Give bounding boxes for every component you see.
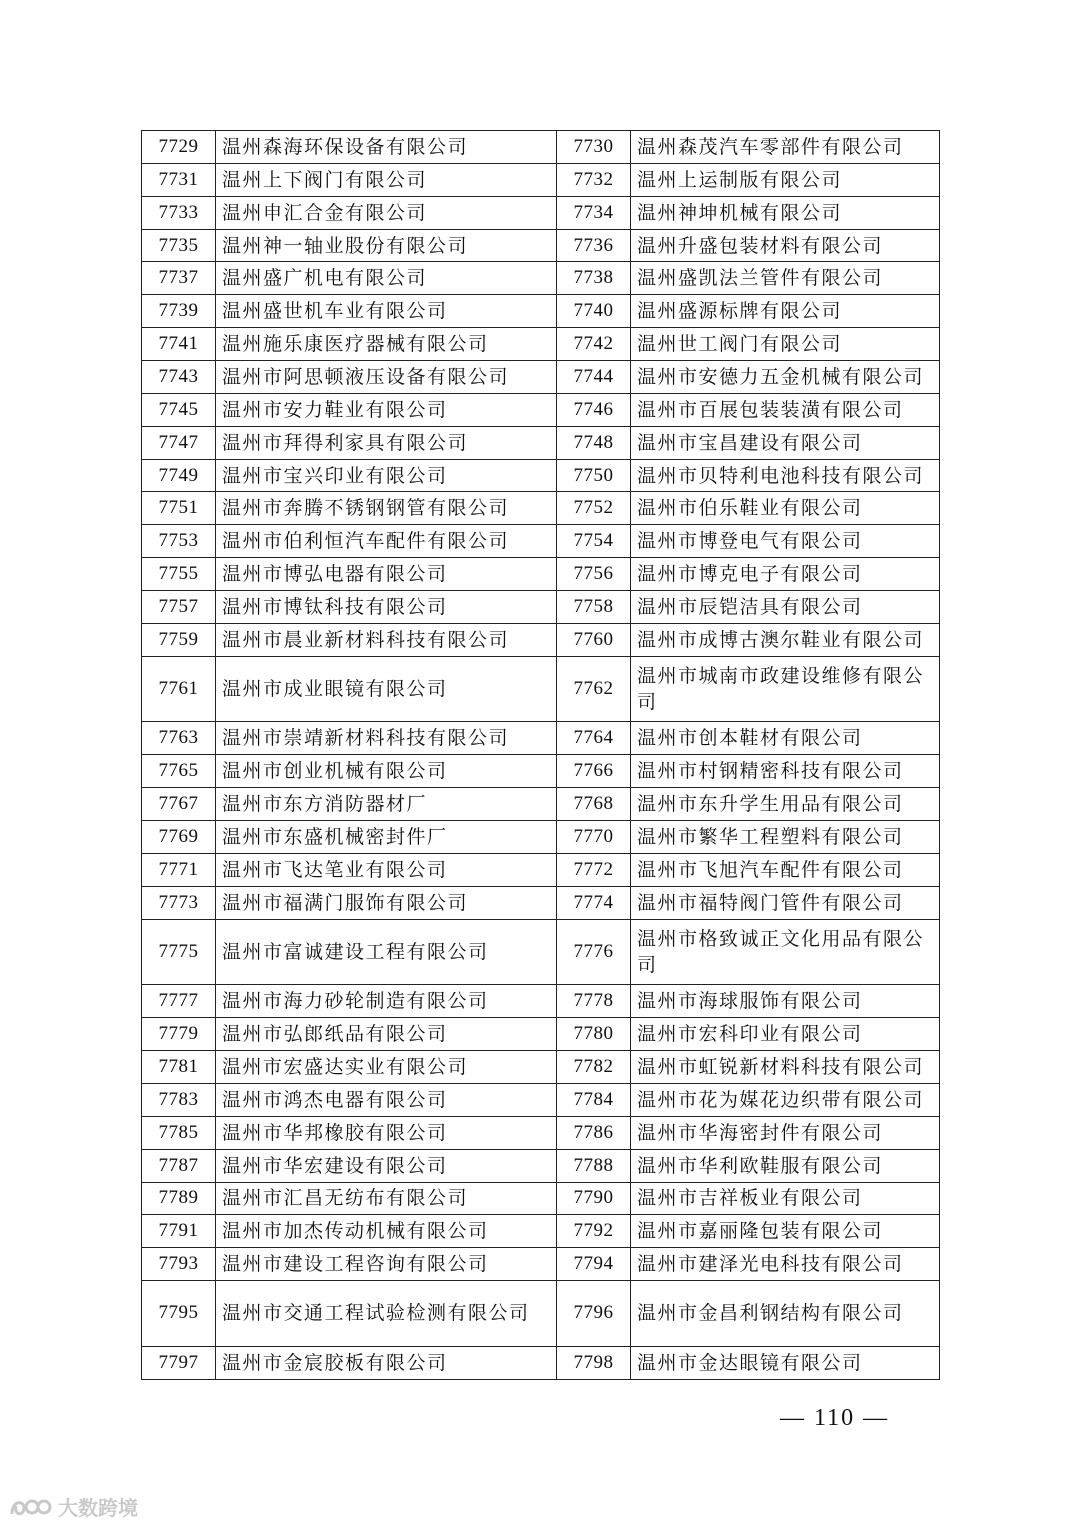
company-name: 温州市博克电子有限公司 <box>631 558 940 591</box>
row-number: 7779 <box>142 1018 216 1051</box>
row-number: 7789 <box>142 1182 216 1215</box>
table-row <box>142 755 940 788</box>
table-row <box>142 492 940 525</box>
row-number: 7745 <box>142 393 216 426</box>
table-row <box>142 229 940 262</box>
row-number: 7776 <box>557 919 631 985</box>
table-row <box>142 656 940 722</box>
company-table <box>141 130 940 1380</box>
company-name: 温州市村钢精密科技有限公司 <box>631 755 940 788</box>
row-number: 7778 <box>557 985 631 1018</box>
table-row <box>142 393 940 426</box>
company-name: 温州市成业眼镜有限公司 <box>216 656 557 722</box>
row-number: 7753 <box>142 525 216 558</box>
company-name: 温州市安德力五金机械有限公司 <box>631 361 940 394</box>
row-number: 7786 <box>557 1116 631 1149</box>
company-name: 温州市繁华工程塑料有限公司 <box>631 821 940 854</box>
row-number: 7736 <box>557 229 631 262</box>
row-number: 7737 <box>142 262 216 295</box>
row-number: 7739 <box>142 295 216 328</box>
table-row <box>142 919 940 985</box>
row-number: 7783 <box>142 1083 216 1116</box>
row-number: 7759 <box>142 623 216 656</box>
row-number: 7755 <box>142 558 216 591</box>
row-number: 7764 <box>557 722 631 755</box>
company-name: 温州市百展包装装潢有限公司 <box>631 393 940 426</box>
row-number: 7735 <box>142 229 216 262</box>
company-name: 温州市城南市政建设维修有限公司 <box>631 656 940 722</box>
row-number: 7766 <box>557 755 631 788</box>
row-number: 7747 <box>142 426 216 459</box>
company-name: 温州市飞旭汽车配件有限公司 <box>631 853 940 886</box>
row-number: 7797 <box>142 1346 216 1379</box>
row-number: 7784 <box>557 1083 631 1116</box>
row-number: 7738 <box>557 262 631 295</box>
company-name: 温州市嘉丽隆包装有限公司 <box>631 1215 940 1248</box>
table-row <box>142 821 940 854</box>
page-number: — 110 — <box>780 1405 890 1431</box>
table-row <box>142 1051 940 1084</box>
company-name: 温州上下阀门有限公司 <box>216 163 557 196</box>
company-name: 温州盛凯法兰管件有限公司 <box>631 262 940 295</box>
company-name: 温州市交通工程试验检测有限公司 <box>216 1281 557 1347</box>
row-number: 7790 <box>557 1182 631 1215</box>
company-name: 温州施乐康医疗器械有限公司 <box>216 328 557 361</box>
table-row <box>142 361 940 394</box>
company-name: 温州市华利欧鞋服有限公司 <box>631 1149 940 1182</box>
company-name: 温州世工阀门有限公司 <box>631 328 940 361</box>
table-row <box>142 1346 940 1379</box>
row-number: 7793 <box>142 1248 216 1281</box>
company-name: 温州市虹锐新材料科技有限公司 <box>631 1051 940 1084</box>
table-row <box>142 1182 940 1215</box>
row-number: 7757 <box>142 591 216 624</box>
row-number: 7792 <box>557 1215 631 1248</box>
row-number: 7733 <box>142 196 216 229</box>
row-number: 7762 <box>557 656 631 722</box>
row-number: 7729 <box>142 131 216 164</box>
company-name: 温州市金昌利钢结构有限公司 <box>631 1281 940 1347</box>
company-name: 温州市建设工程咨询有限公司 <box>216 1248 557 1281</box>
company-name: 温州市建泽光电科技有限公司 <box>631 1248 940 1281</box>
row-number: 7734 <box>557 196 631 229</box>
table-row <box>142 262 940 295</box>
row-number: 7749 <box>142 459 216 492</box>
row-number: 7754 <box>557 525 631 558</box>
company-name: 温州市伯乐鞋业有限公司 <box>631 492 940 525</box>
company-name: 温州市华邦橡胶有限公司 <box>216 1116 557 1149</box>
row-number: 7742 <box>557 328 631 361</box>
row-number: 7752 <box>557 492 631 525</box>
company-name: 温州市创业机械有限公司 <box>216 755 557 788</box>
company-name: 温州市鸿杰电器有限公司 <box>216 1083 557 1116</box>
company-name: 温州市博弘电器有限公司 <box>216 558 557 591</box>
company-name: 温州市东升学生用品有限公司 <box>631 788 940 821</box>
company-name: 温州市晨业新材料科技有限公司 <box>216 623 557 656</box>
company-name: 温州上运制版有限公司 <box>631 163 940 196</box>
company-name: 温州市福特阀门管件有限公司 <box>631 886 940 919</box>
table-row <box>142 558 940 591</box>
company-name: 温州申汇合金有限公司 <box>216 196 557 229</box>
company-name: 温州市东方消防器材厂 <box>216 788 557 821</box>
company-name: 温州市崇靖新材料科技有限公司 <box>216 722 557 755</box>
table-row <box>142 1083 940 1116</box>
company-name: 温州市博钛科技有限公司 <box>216 591 557 624</box>
company-name: 温州市格致诚正文化用品有限公司 <box>631 919 940 985</box>
row-number: 7760 <box>557 623 631 656</box>
row-number: 7758 <box>557 591 631 624</box>
company-name: 温州市辰铠洁具有限公司 <box>631 591 940 624</box>
row-number: 7795 <box>142 1281 216 1347</box>
company-name: 温州市福满门服饰有限公司 <box>216 886 557 919</box>
company-name: 温州市海球服饰有限公司 <box>631 985 940 1018</box>
row-number: 7746 <box>557 393 631 426</box>
company-name: 温州市加杰传动机械有限公司 <box>216 1215 557 1248</box>
company-name: 温州市创本鞋材有限公司 <box>631 722 940 755</box>
company-name: 温州市东盛机械密封件厂 <box>216 821 557 854</box>
row-number: 7743 <box>142 361 216 394</box>
table-row <box>142 853 940 886</box>
row-number: 7798 <box>557 1346 631 1379</box>
row-number: 7796 <box>557 1281 631 1347</box>
row-number: 7768 <box>557 788 631 821</box>
company-name: 温州市宏科印业有限公司 <box>631 1018 940 1051</box>
company-name: 温州市华海密封件有限公司 <box>631 1116 940 1149</box>
company-name: 温州市安力鞋业有限公司 <box>216 393 557 426</box>
company-name: 温州市金达眼镜有限公司 <box>631 1346 940 1379</box>
table-row <box>142 1149 940 1182</box>
row-number: 7780 <box>557 1018 631 1051</box>
table-row <box>142 788 940 821</box>
company-name: 温州神一轴业股份有限公司 <box>216 229 557 262</box>
company-name: 温州市飞达笔业有限公司 <box>216 853 557 886</box>
table-row <box>142 459 940 492</box>
row-number: 7777 <box>142 985 216 1018</box>
company-name: 温州盛广机电有限公司 <box>216 262 557 295</box>
row-number: 7785 <box>142 1116 216 1149</box>
row-number: 7781 <box>142 1051 216 1084</box>
table-row <box>142 328 940 361</box>
company-name: 温州市贝特利电池科技有限公司 <box>631 459 940 492</box>
row-number: 7791 <box>142 1215 216 1248</box>
row-number: 7732 <box>557 163 631 196</box>
table-row <box>142 426 940 459</box>
watermark <box>8 1492 138 1521</box>
company-name: 温州市阿思顿液压设备有限公司 <box>216 361 557 394</box>
table-row <box>142 1116 940 1149</box>
company-name: 温州市海力砂轮制造有限公司 <box>216 985 557 1018</box>
watermark-logo-icon <box>8 1494 52 1520</box>
row-number: 7773 <box>142 886 216 919</box>
row-number: 7774 <box>557 886 631 919</box>
table-row <box>142 1215 940 1248</box>
row-number: 7771 <box>142 853 216 886</box>
table-row <box>142 1281 940 1347</box>
company-name: 温州市吉祥板业有限公司 <box>631 1182 940 1215</box>
company-name: 温州市拜得利家具有限公司 <box>216 426 557 459</box>
row-number: 7763 <box>142 722 216 755</box>
table-row <box>142 295 940 328</box>
table-row <box>142 623 940 656</box>
row-number: 7772 <box>557 853 631 886</box>
row-number: 7787 <box>142 1149 216 1182</box>
company-name: 温州市花为媒花边织带有限公司 <box>631 1083 940 1116</box>
row-number: 7750 <box>557 459 631 492</box>
company-name: 温州市宝兴印业有限公司 <box>216 459 557 492</box>
row-number: 7765 <box>142 755 216 788</box>
company-name: 温州市奔腾不锈钢钢管有限公司 <box>216 492 557 525</box>
company-name: 温州盛世机车业有限公司 <box>216 295 557 328</box>
row-number: 7767 <box>142 788 216 821</box>
row-number: 7794 <box>557 1248 631 1281</box>
company-name: 温州市富诚建设工程有限公司 <box>216 919 557 985</box>
table-row <box>142 1248 940 1281</box>
row-number: 7770 <box>557 821 631 854</box>
row-number: 7769 <box>142 821 216 854</box>
table-row <box>142 131 940 164</box>
row-number: 7751 <box>142 492 216 525</box>
row-number: 7744 <box>557 361 631 394</box>
row-number: 7756 <box>557 558 631 591</box>
company-table-body <box>142 131 940 1380</box>
company-name: 温州市博登电气有限公司 <box>631 525 940 558</box>
row-number: 7788 <box>557 1149 631 1182</box>
company-name: 温州市伯利恒汽车配件有限公司 <box>216 525 557 558</box>
table-row <box>142 196 940 229</box>
table-row <box>142 722 940 755</box>
company-name: 温州森海环保设备有限公司 <box>216 131 557 164</box>
table-row <box>142 525 940 558</box>
table-row <box>142 985 940 1018</box>
company-name: 温州市金宸胶板有限公司 <box>216 1346 557 1379</box>
row-number: 7761 <box>142 656 216 722</box>
row-number: 7740 <box>557 295 631 328</box>
table-row <box>142 886 940 919</box>
company-name: 温州神坤机械有限公司 <box>631 196 940 229</box>
company-name: 温州升盛包装材料有限公司 <box>631 229 940 262</box>
row-number: 7741 <box>142 328 216 361</box>
watermark-text: 大数跨境 <box>58 1496 138 1520</box>
company-name: 温州森茂汽车零部件有限公司 <box>631 131 940 164</box>
company-name: 温州市宝昌建设有限公司 <box>631 426 940 459</box>
row-number: 7730 <box>557 131 631 164</box>
company-name: 温州市华宏建设有限公司 <box>216 1149 557 1182</box>
company-name: 温州市汇昌无纺布有限公司 <box>216 1182 557 1215</box>
company-name: 温州市弘郎纸品有限公司 <box>216 1018 557 1051</box>
company-name: 温州市宏盛达实业有限公司 <box>216 1051 557 1084</box>
table-row <box>142 1018 940 1051</box>
row-number: 7775 <box>142 919 216 985</box>
table-row <box>142 163 940 196</box>
company-name: 温州市成博古澳尔鞋业有限公司 <box>631 623 940 656</box>
table-row <box>142 591 940 624</box>
row-number: 7731 <box>142 163 216 196</box>
row-number: 7748 <box>557 426 631 459</box>
company-name: 温州盛源标牌有限公司 <box>631 295 940 328</box>
row-number: 7782 <box>557 1051 631 1084</box>
